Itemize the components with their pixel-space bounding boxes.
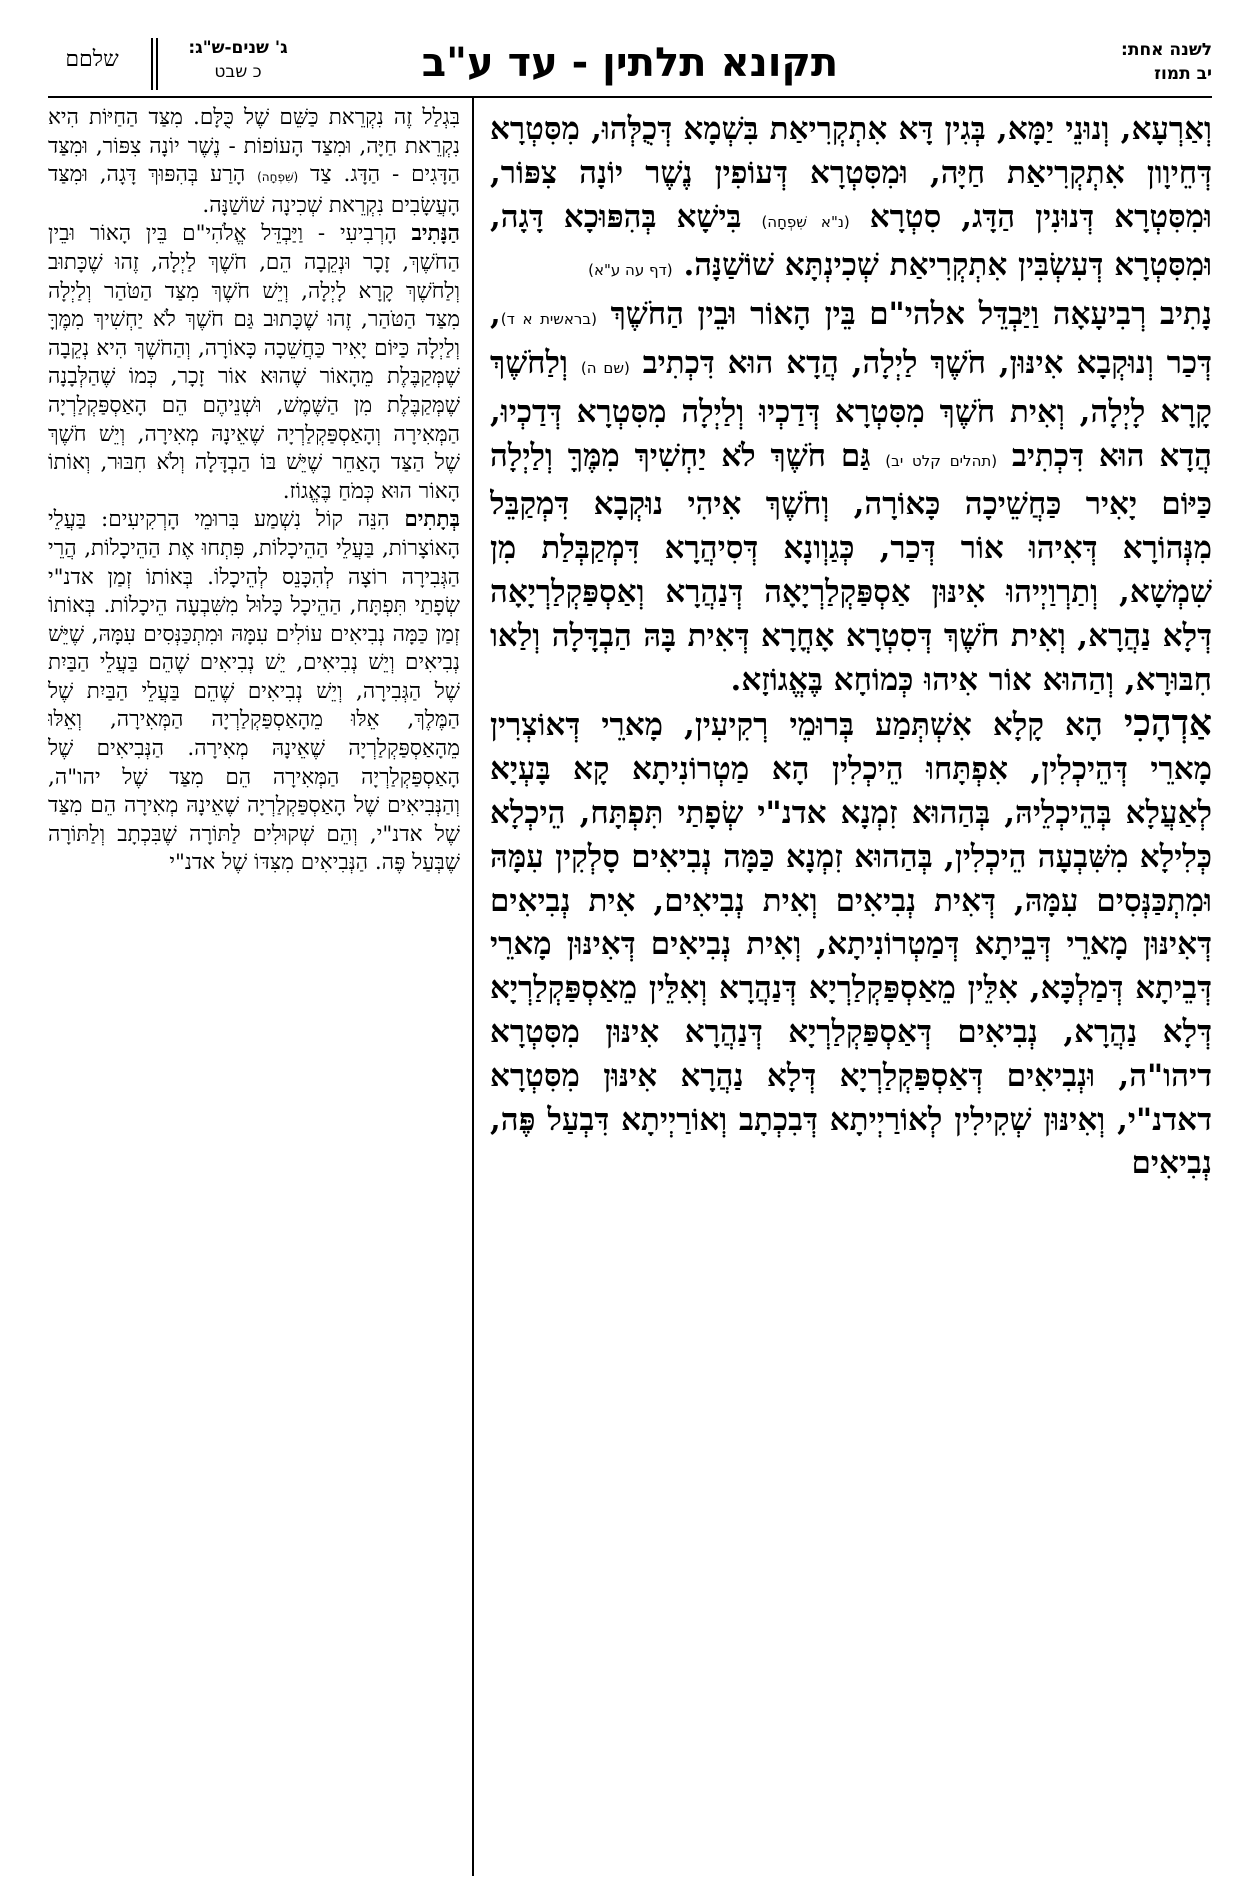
aramaic-column — [490, 108, 1212, 1878]
years-date: כ שבט — [214, 62, 262, 82]
verse-reference: (שם ה) — [580, 358, 630, 377]
translation-paragraph — [48, 220, 460, 506]
page-title: תקונא תלתין - עד ע"ב — [421, 40, 839, 86]
aramaic-text: רְבִיעָאָה וַיַּבְדֵּל אלהי"ם בֵּין הָאוֹר וּבֵין הַחֹשֶׁךְ — [610, 296, 1147, 333]
years-label: ג' שנים-ש"ג: — [188, 38, 288, 58]
header-divider — [156, 38, 158, 90]
page-reference: (דף עה ע"א) — [588, 261, 673, 280]
paragraph-lead-word: אַדְהָכִי — [1123, 702, 1212, 745]
paragraph-lead-word: נָתִיב — [1159, 296, 1212, 333]
aramaic-paragraph — [490, 702, 1212, 1186]
translation-text: הָרַע בְּהִפּוּךְ דָּגָה, וּמִצַּד הָעֲשָׂבִים נִקְרֵאת שְׁכִינָה שׁוֹשַׁנָּה. — [48, 162, 460, 218]
aramaic-text: בִּישָׁא בְּהִפּוּכָא דָּגָה, וּמִסִּטְרָא דְּעִשְׂבִּין אִתְקְרִיאַת שְׁכִינְתָּא שׁוֹשַׁנָּה. — [490, 198, 1212, 284]
cycle-label: שלםם — [65, 47, 119, 72]
variant-reference: (נ"א שִׁפְחָה) — [761, 212, 850, 231]
paragraph-lead-word: בְּתָתִים — [404, 507, 460, 533]
translation-paragraph — [48, 506, 460, 878]
translation-text: הָרְבִיעִי - וַיַּבְדֵּל אֱלֹהִי"ם בֵּין הָאוֹר וּבֵין הַחֹשֶׁךְ, זָכָר וּנְקֵבָה הֵם, חֹשֶׁךְ לַיְלָה, זֶהוּ שֶׁכָּתוּב וְלַחֹשֶׁךְ קָרָא לָיְלָה, וְיֵשׁ חֹשֶׁךְ מִצַּד הַטֹּהַר וְלַיְלָה מִצַּד הַטֹּהַר, זֶהוּ שֶׁכָּתוּב גַּם חֹשֶׁךְ לֹא יַחְשִׁיךְ מִמֶּךָּ וְלַיְלָה כַּיּוֹם יָאִיר כַּחֲשֵׁכָה כָּאוֹרָה, וְהַחֹשֶׁךְ הִיא נְקֵבָה שֶׁמְּקַבֶּלֶת מֵהָאוֹר שֶׁהוּא אוֹר זָכָר, כְּמוֹ שֶׁהַלְּבָנָה שֶׁמְּקַבֶּלֶת מִן הַשֶּׁמֶשׁ, וּשְׁנֵיהֶם הֵם הָאַסְפַּקְלַרְיָה הַמְּאִירָה וְהָאַסְפַּקְלַרְיָה שֶׁאֵינָהּ מְאִירָה, וְיֵשׁ חֹשֶׁךְ שֶׁל הַצַּד הָאַחֵר שֶׁיֵּשׁ בּוֹ הַבְדָּלָה וְלֹא חִבּוּר, וְאוֹתוֹ הָאוֹר הוּא כְּמֹחַ בֶּאֱגוֹז. — [48, 221, 460, 504]
paragraph-lead-word: הַנָּתִיב — [411, 221, 460, 247]
aramaic-text: , דְּכַר וְנוּקְבָא אִינּוּן, חֹשֶׁךְ לַיְלָה, הֲדָא הוּא דִּכְתִיב — [490, 296, 1212, 381]
aramaic-text: וְאַרְעָא, וְנוּנֵי יַמָּא, בְּגִין דָּא אִתְקְרִיאַת בִּשְׁמָא דְּכֻלְּהוּ, מִסִּטְרָא דְּחֵיוָון אִתְקְרִיאַת חַיָּה, וּמִסִּטְרָא דְּעוֹפִין נֶשֶׁר יוֹנָה צִפּוֹר, וּמִסִּטְרָא דְּנוּנִין הַדָּג, סִטְרָא — [490, 111, 1212, 235]
hebrew-translation-column — [48, 104, 460, 1874]
aramaic-text: הָא קָלָא אִשְׁתְּמַע בְּרוּמֵי רְקִיעִין, מָארֵי דְּאוֹצְרִין מָארֵי דְּהֵיכְלִין, אִפְתָּחוּ הֵיכְלִין הָא מַטְרוֹנִיתָא קָא בָּעְיָא לְאַעֲלָא בְּהֵיכְלֵיהּ, בְּהַהוּא זִמְנָא אדנ"י שְׂפָתַי תִּפְתָּח, הֵיכְלָא כְּלִילָא מִשִּׁבְעָה הֵיכְלִין, בְּהַהוּא זִמְנָא כַּמָּה נְבִיאִים סָלְקִין עִמָּהּ וּמִתְכַּנְּסִים עִמָּהּ, דְּאִית נְבִיאִים וְאִית נְבִיאִים, אִית נְבִיאִים דְּאִינּוּן מָארֵי דְּבֵיתָא דְּמַטְרוֹנִיתָא, וְאִית נְבִיאִים דְּאִינּוּן מָארֵי דְּבֵיתָא דְּמַלְכָּא, אִלֵּין מֵאַסְפַּקְלַרְיָא דְּנַהֲרָא וְאִלֵּין מֵאַסְפַּקְלַרְיָא דְּלָא נַהֲרָא, נְבִיאִים דְּאַסְפַּקְלַרְיָא דְּנַהֲרָא אִינּוּן מִסִּטְרָא דיהו"ה, וּנְבִיאִים דְּאַסְפַּקְלַרְיָא דְּלָא נַהֲרָא אִינּוּן מִסִּטְרָא דאדנ"י, וְאִינּוּן שְׁקִילִין לְאוֹרַיְיתָא דְּבִכְתָב וְאוֹרַיְיתָא דִּבְעַל פֶּה, נְבִיאִים — [490, 707, 1212, 1182]
aramaic-text: וְלַחֹשֶׁךְ קָרָא לָיְלָה, וְאִית חֹשֶׁךְ מִסִּטְרָא דְּדַכְיוּ וְלַיְלָה מִסִּטְרָא דְּדַכְיוּ, הֲדָא הוּא דִּכְתִיב — [490, 344, 1212, 474]
occasion-date: יב תמוז — [1154, 64, 1212, 84]
variant-reference: (שִׁפְחָה) — [257, 170, 299, 185]
aramaic-paragraph — [490, 108, 1212, 293]
verse-reference: (תהלים קלט יב) — [885, 451, 998, 470]
translation-text: בִּגְלַל זֶה נִקְרֵאת כַּשֵּׁם שֶׁל כֻּלָּם. מִצַּד הַחַיּוֹת הִיא נִקְרֵאת חַיָּה, וּמִצַּד הָעוֹפוֹת - נֶשֶׁר יוֹנָה צִפּוֹר, וּמִצַּד הַדָּגִים - הַדָּג. צַד — [48, 105, 460, 188]
verse-reference: (בראשית א ד) — [500, 310, 597, 329]
page-header — [48, 38, 1212, 100]
aramaic-text: גַּם חֹשֶׁךְ לֹא יַחְשִׁיךְ מִמֶּךָּ וְלַיְלָה כַּיּוֹם יָאִיר כַּחֲשֵׁיכָה כָּאוֹרָה, וְחֹשֶׁךְ אִיהִי נוּקְבָא דִּמְקַבֵּל מִנְּהוֹרָא דְּאִיהוּ אוֹר דְּכַר, כְּגַוְונָא דְּסִיהֲרָא דִּמְקַבְּלַת מִן שִׁמְשָׁא, וְתַרְוַיְיהוּ אִינּוּן אַסְפַּקְלַרְיָאָה דְּנַהֲרָא וְאַסְפַּקְלַרְיָאָה דְּלָא נַהֲרָא, וְאִית חֹשֶׁךְ דְּסִטְרָא אָחֳרָא דְּאִית בָּהּ הַבְדָּלָה וְלַאו חִבּוּרָא, וְהַהוּא אוֹר אִיהוּ כְּמוֹחָא בֶּאֱגוֹזָא. — [490, 437, 1212, 698]
column-divider — [472, 96, 474, 1876]
header-divider — [151, 38, 153, 90]
translation-text: הִנֵּה קוֹל נִשְׁמַע בִּרוּמֵי הָרְקִיעִים: בַּעֲלֵי הָאוֹצָרוֹת, בַּעֲלֵי הַהֵיכָלוֹת, פִּתְחוּ אֶת הַהֵיכָלוֹת, הֲרֵי הַגְּבִירָה רוֹצָה לְהִכָּנֵס לְהֵיכָלוֹ. בְּאוֹתוֹ זְמַן אדנ"י שְׂפָתַי תִּפְתָּח, הַהֵיכָל כָּלוּל מִשִּׁבְעָה הֵיכָלוֹת. בְּאוֹתוֹ זְמַן כַּמָּה נְבִיאִים עוֹלִים עִמָּהּ וּמִתְכַּנְּסִים עִמָּהּ, שֶׁיֵּשׁ נְבִיאִים וְיֵשׁ נְבִיאִים, יֵשׁ נְבִיאִים שֶׁהֵם בַּעֲלֵי הַבַּיִת שֶׁל הַגְּבִירָה, וְיֵשׁ נְבִיאִים שֶׁהֵם בַּעֲלֵי הַבַּיִת שֶׁל הַמֶּלֶךְ, אֵלּוּ מֵהָאַסְפַּקְלַרְיָה הַמְּאִירָה, וְאֵלּוּ מֵהָאַסְפַּקְלַרְיָה שֶׁאֵינָהּ מְאִירָה. הַנְּבִיאִים שֶׁל הָאַסְפַּקְלַרְיָה הַמְּאִירָה הֵם מִצַּד שֶׁל יהו"ה, וְהַנְּבִיאִים שֶׁל הָאַסְפַּקְלַרְיָה שֶׁאֵינָהּ מְאִירָה הֵם מִצַּד שֶׁל אדנ"י, וְהֵם שְׁקוּלִים לַתּוֹרָה שֶׁבִּכְתָב וְלַתּוֹרָה שֶׁבְּעַל פֶּה. הַנְּבִיאִים מִצִּדּוֹ שֶׁל אדנ"י — [48, 507, 460, 876]
header-rule — [48, 96, 1212, 98]
translation-paragraph — [48, 104, 460, 220]
occasion-label: לשנה אחת: — [1121, 40, 1212, 60]
aramaic-paragraph — [490, 293, 1212, 702]
